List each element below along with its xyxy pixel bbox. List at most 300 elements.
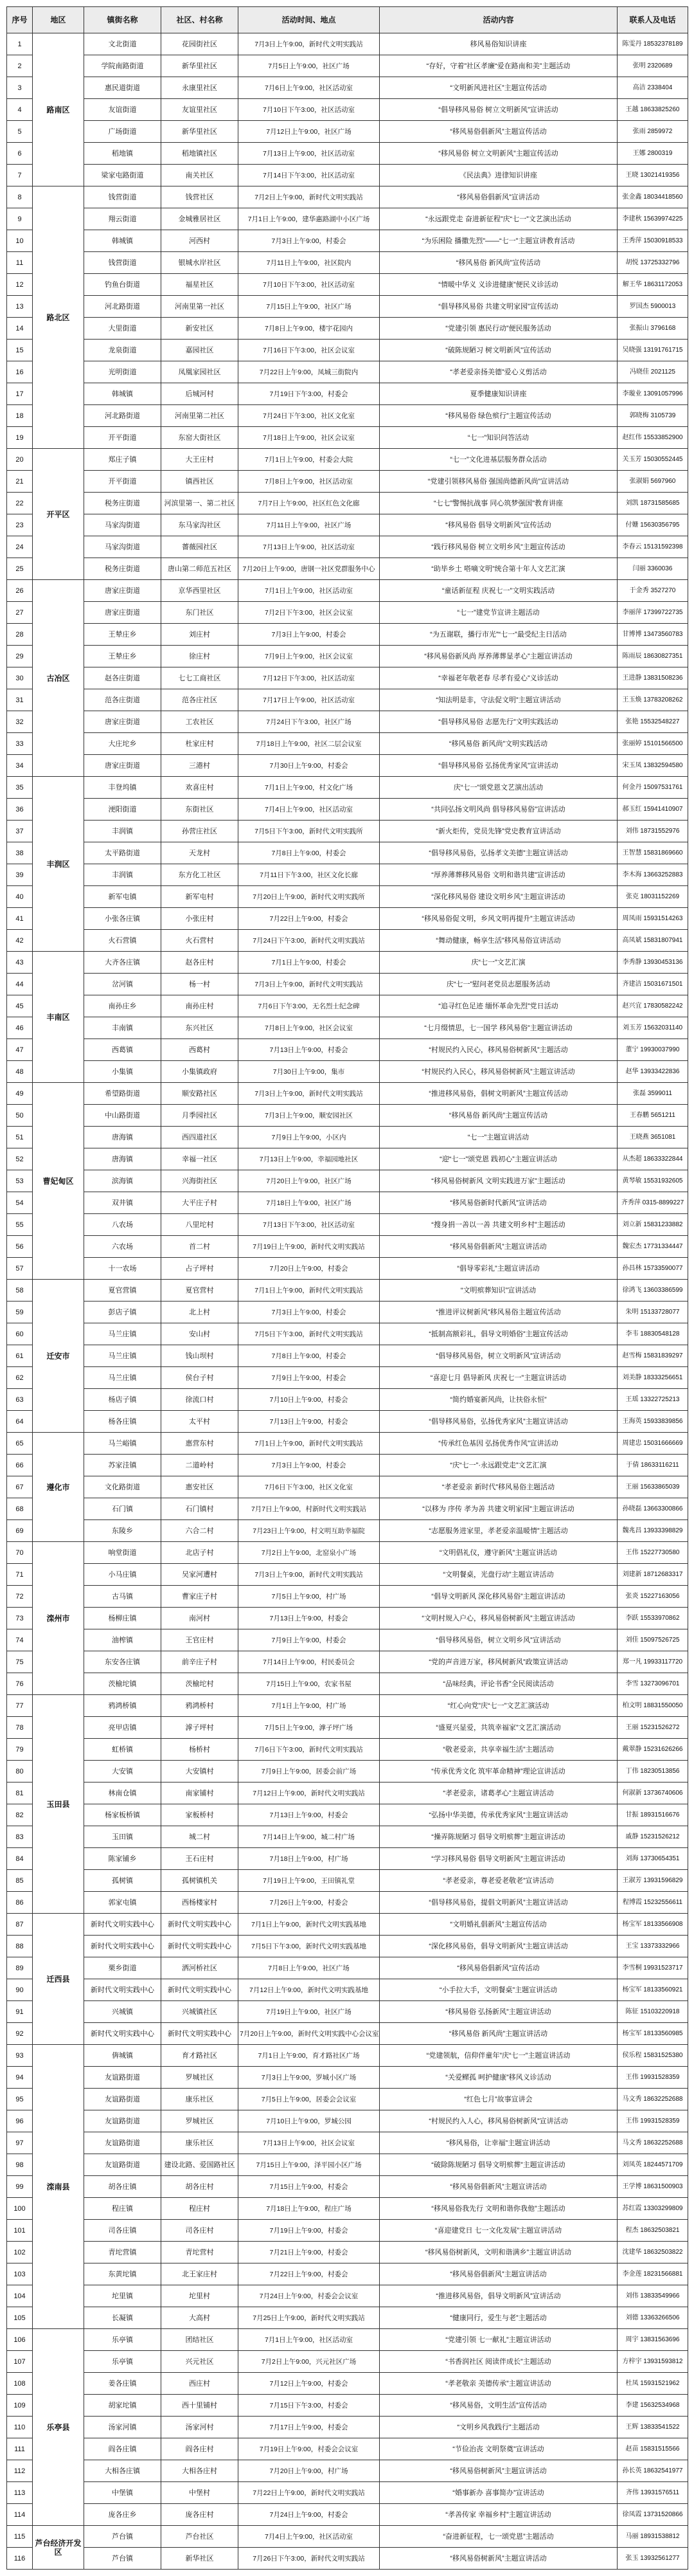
- cell-time-place: 7月19日上午9:00，王田镇礼堂: [238, 1870, 380, 1892]
- table-row: [7, 2220, 688, 2242]
- cell-town: 梁家屯路街道: [84, 165, 161, 186]
- cell-community: 东马家沟社区: [161, 514, 238, 536]
- cell-town: 苏家洼镇: [84, 1455, 161, 1476]
- cell-town: 友谊路街道: [84, 2089, 161, 2110]
- cell-community: 惠营东村: [161, 1433, 238, 1455]
- cell-activity: “存好，守着”社区孝廉“爱在路南和美”主题活动: [380, 55, 618, 77]
- cell-contact: 闫丽 3360036: [618, 558, 688, 580]
- cell-community: 首二村: [161, 1236, 238, 1258]
- cell-contact: 胡悦 13725332796: [618, 252, 688, 274]
- cell-number: 68: [7, 1498, 33, 1520]
- cell-time-place: 7月3日上午9:00，村委会: [238, 230, 380, 252]
- cell-number: 22: [7, 493, 33, 514]
- cell-community: 花园街社区: [161, 33, 238, 55]
- cell-contact: 王辉 13833541522: [618, 2417, 688, 2438]
- cell-time-place: 7月14日上午9:00，村民委员会: [238, 1651, 380, 1673]
- cell-community: 北上村: [161, 1302, 238, 1323]
- cell-activity: “婚事新办 喜事简办”宣讲活动: [380, 2482, 618, 2504]
- cell-contact: 郝玉红 15941410907: [618, 799, 688, 821]
- table-row: [7, 1455, 688, 1476]
- cell-number: 12: [7, 274, 33, 296]
- cell-town: 长凝镇: [84, 2307, 161, 2329]
- cell-number: 38: [7, 842, 33, 864]
- cell-community: 鸦鸿桥村: [161, 1695, 238, 1717]
- cell-number: 111: [7, 2438, 33, 2460]
- cell-number: 96: [7, 2110, 33, 2132]
- cell-contact: 李建秋 15639974225: [618, 208, 688, 230]
- cell-activity: “移风易俗，文明生活”宣传活动: [380, 2395, 618, 2417]
- cell-community: 城二村: [161, 1826, 238, 1848]
- cell-time-place: 7月8日上午9:00，村委会: [238, 842, 380, 864]
- cell-town: 彭店子镇: [84, 1302, 161, 1323]
- cell-number: 9: [7, 208, 33, 230]
- cell-town: 大安镇: [84, 1761, 161, 1782]
- header-cell-district: 地区: [33, 7, 84, 33]
- cell-town: 古马镇: [84, 1586, 161, 1608]
- table-row: [7, 646, 688, 667]
- cell-number: 11: [7, 252, 33, 274]
- table-row: [7, 1170, 688, 1192]
- cell-contact: 王春鹏 5651211: [618, 1105, 688, 1127]
- table-row: [7, 2176, 688, 2198]
- cell-time-place: 7月13日上午9:00，村委会: [238, 1608, 380, 1629]
- table-row: [7, 1323, 688, 1345]
- cell-town: 马家沟街道: [84, 514, 161, 536]
- table-row: [7, 2023, 688, 2045]
- cell-number: 87: [7, 1914, 33, 1936]
- cell-contact: 王宝 13373332966: [618, 1936, 688, 1957]
- cell-contact: 陈雯丹 18532378189: [618, 33, 688, 55]
- cell-contact: 王晓燕 3651081: [618, 1127, 688, 1148]
- cell-contact: 关玉芳 15030552445: [618, 449, 688, 471]
- cell-activity: “移风易俗倡新风”主题宣讲活动: [380, 1236, 618, 1258]
- cell-contact: 杨宝军 18133560921: [618, 1979, 688, 2001]
- cell-activity: “移风易俗新时代新风”宣讲活动: [380, 1192, 618, 1214]
- cell-town: 王辇庄乡: [84, 624, 161, 646]
- cell-activity: “学习移风易俗 倡导文明新风”主题宣讲活动: [380, 1848, 618, 1870]
- cell-number: 108: [7, 2373, 33, 2395]
- cell-number: 67: [7, 1476, 33, 1498]
- cell-community: 侯台子村: [161, 1367, 238, 1389]
- table-row: [7, 2045, 688, 2067]
- cell-contact: 刘立新 15831233882: [618, 1214, 688, 1236]
- cell-district: 曹妃甸区: [33, 1083, 84, 1280]
- cell-time-place: 7月21日上午9:00，村委会: [238, 2242, 380, 2263]
- cell-number: 6: [7, 143, 33, 165]
- cell-number: 92: [7, 2023, 33, 2045]
- cell-town: 马家沟街道: [84, 536, 161, 558]
- cell-contact: 王丽 15633865039: [618, 1476, 688, 1498]
- cell-time-place: 7月18日上午9:00，社区二层会议室: [238, 733, 380, 755]
- cell-time-place: 7月22日上午9:00，村委会: [238, 2263, 380, 2285]
- table-row: [7, 427, 688, 449]
- cell-number: 78: [7, 1717, 33, 1739]
- cell-number: 113: [7, 2482, 33, 2504]
- cell-town: 钓鱼台街道: [84, 274, 161, 296]
- cell-activity: “红色七月”故事宣讲会: [380, 2089, 618, 2110]
- cell-community: 建设北路、爱国路社区: [161, 2154, 238, 2176]
- cell-contact: 赵兴宜 17830582242: [618, 995, 688, 1017]
- cell-time-place: 7月6日下午3:00，无名烈士纪念碑: [238, 995, 380, 1017]
- cell-number: 63: [7, 1389, 33, 1411]
- cell-time-place: 7月24日下午3:00，社区文化室: [238, 405, 380, 427]
- cell-contact: 王越 18633825260: [618, 99, 688, 121]
- cell-town: 丰登坞镇: [84, 777, 161, 799]
- cell-number: 32: [7, 711, 33, 733]
- cell-activity: “孝善传家 幸福乡村”主题宣讲活动: [380, 2504, 618, 2526]
- cell-town: 钱营街道: [84, 186, 161, 208]
- cell-town: 浭阳街道: [84, 799, 161, 821]
- table-row: [7, 733, 688, 755]
- cell-town: 马兰峪镇: [84, 1433, 161, 1455]
- cell-community: 滹子坪村: [161, 1717, 238, 1739]
- table-row: [7, 755, 688, 777]
- cell-activity: “幸福老年敬老春 尽孝有爱心”义诊活动: [380, 667, 618, 689]
- cell-time-place: 7月24日下午3:00，社区广场: [238, 711, 380, 733]
- cell-town: 大齐各庄镇: [84, 952, 161, 974]
- cell-activity: “舞动健康，畅享生活”移风易俗宣讲活动: [380, 930, 618, 952]
- cell-town: 大里街道: [84, 318, 161, 340]
- cell-contact: 甘博博 13473560783: [618, 624, 688, 646]
- table-row: [7, 864, 688, 886]
- cell-activity: “党建引领移风易俗 强国尚德新风尚”宣讲活动: [380, 471, 618, 493]
- cell-number: 109: [7, 2395, 33, 2417]
- cell-number: 42: [7, 930, 33, 952]
- cell-number: 24: [7, 536, 33, 558]
- cell-number: 45: [7, 995, 33, 1017]
- cell-time-place: 7月3日上午9:00，村委会: [238, 624, 380, 646]
- table-row: [7, 1892, 688, 1914]
- cell-district: 迁西县: [33, 1914, 84, 2045]
- cell-community: 阎各庄村: [161, 2438, 238, 2460]
- cell-town: 光明街道: [84, 361, 161, 383]
- table-row: [7, 1564, 688, 1586]
- cell-community: 西庄村: [161, 2373, 238, 2395]
- cell-town: 中堡镇: [84, 2482, 161, 2504]
- cell-time-place: 7月26日上午9:00，村委会: [238, 1892, 380, 1914]
- cell-number: 49: [7, 1083, 33, 1105]
- cell-time-place: 7月14日下午3:00，社区活动室: [238, 165, 380, 186]
- cell-activity: “操弄陈规陋习 倡导文明殡葬”主题宣讲活动: [380, 1826, 618, 1848]
- cell-contact: 刘凯 18731585685: [618, 493, 688, 514]
- cell-community: 二道岭村: [161, 1455, 238, 1476]
- cell-contact: 王玉焕 13783208262: [618, 689, 688, 711]
- table-row: [7, 1083, 688, 1105]
- cell-activity: “党建领航，信仰伴童年”庆“七一”主题宣讲活动: [380, 2045, 618, 2067]
- cell-time-place: 7月2日下午3:00，社区会议室: [238, 602, 380, 624]
- table-row: [7, 842, 688, 864]
- cell-community: 月季园社区: [161, 1105, 238, 1127]
- cell-district: 路北区: [33, 186, 84, 449]
- cell-time-place: 7月19日上午9:00，村委会会议室: [238, 2438, 380, 2460]
- table-row: [7, 2395, 688, 2417]
- cell-number: 76: [7, 1673, 33, 1695]
- cell-contact: 刘凤英 18244571709: [618, 2154, 688, 2176]
- cell-town: 唐家庄街道: [84, 755, 161, 777]
- cell-time-place: 7月5日下午3:00，新时代文明实践所: [238, 821, 380, 842]
- cell-number: 5: [7, 121, 33, 143]
- cell-time-place: 7月3日上午9:00，村委会: [238, 1455, 380, 1476]
- cell-community: 程庄村: [161, 2198, 238, 2220]
- cell-contact: 王瑶 13322725213: [618, 1389, 688, 1411]
- cell-time-place: 7月6日下午3:00，新时代文明实践站: [238, 1739, 380, 1761]
- cell-community: 王石庄村: [161, 1848, 238, 1870]
- cell-contact: 李跃 15533970862: [618, 1608, 688, 1629]
- table-row: [7, 1826, 688, 1848]
- cell-activity: “移风易俗 绿色殡行”主题宣传活动: [380, 405, 618, 427]
- cell-town: 马兰庄镇: [84, 1345, 161, 1367]
- cell-town: 鸦鸿桥镇: [84, 1695, 161, 1717]
- cell-community: 刘庄村: [161, 624, 238, 646]
- cell-contact: 甘振 18931516676: [618, 1804, 688, 1826]
- table-row: [7, 799, 688, 821]
- cell-community: 南家铺村: [161, 1782, 238, 1804]
- cell-community: 司各庄村: [161, 2220, 238, 2242]
- cell-community: 团结社区: [161, 2329, 238, 2351]
- cell-activity: “移风易俗 新风尚”宣传活动: [380, 252, 618, 274]
- table-row: [7, 1214, 688, 1236]
- cell-activity: “搜身捐一善以一善 共建文明乡村”主题活动: [380, 1214, 618, 1236]
- cell-activity: “盛夏兴显爱，共筑幸福家”文艺汇演活动: [380, 1717, 618, 1739]
- table-row: [7, 514, 688, 536]
- cell-time-place: 7月22日上午9:00，新时代文明实践站: [238, 2482, 380, 2504]
- table-row: [7, 1695, 688, 1717]
- cell-contact: 丁伟 18230513856: [618, 1761, 688, 1782]
- cell-community: 夏官营村: [161, 1280, 238, 1302]
- cell-town: 文北街道: [84, 33, 161, 55]
- cell-activity: 庆“七一”颂党恩文艺演出活动: [380, 777, 618, 799]
- cell-town: 开平街道: [84, 471, 161, 493]
- table-row: [7, 1717, 688, 1739]
- cell-number: 44: [7, 974, 33, 995]
- cell-time-place: 7月5日下午3:00，新时代文明实践基地: [238, 1936, 380, 1957]
- cell-contact: 付姗 15630356795: [618, 514, 688, 536]
- cell-contact: 高凤斌 15831807941: [618, 930, 688, 952]
- cell-contact: 齐伟 13931576511: [618, 2482, 688, 2504]
- cell-community: 罗城社区: [161, 2067, 238, 2089]
- cell-time-place: 7月1日上午9:00，社区活动室: [238, 2329, 380, 2351]
- cell-time-place: 7月13日上午9:00，村委会: [238, 1804, 380, 1826]
- cell-contact: 戴翠静 15231626266: [618, 1739, 688, 1761]
- cell-contact: 张艳 15532548227: [618, 711, 688, 733]
- table-row: [7, 165, 688, 186]
- table-row: [7, 1192, 688, 1214]
- cell-activity: “文明婚礼倡新风”主题宣传活动: [380, 1914, 618, 1936]
- cell-town: 芦台镇: [84, 2548, 161, 2570]
- cell-town: 稻地镇: [84, 143, 161, 165]
- table-row: [7, 777, 688, 799]
- cell-activity: “文明新风进社区”主题宣传活动: [380, 77, 618, 99]
- cell-town: 芦台镇: [84, 2526, 161, 2548]
- cell-activity: “移风易俗树新风，文明和谐满乡”主题宣讲活动: [380, 2242, 618, 2263]
- table-row: [7, 2329, 688, 2351]
- cell-contact: 张炎 15227163056: [618, 1586, 688, 1608]
- table-row: [7, 1739, 688, 1761]
- table-row: [7, 1848, 688, 1870]
- cell-community: 后城河村: [161, 383, 238, 405]
- cell-contact: 冯晓佳 2021125: [618, 361, 688, 383]
- cell-contact: 王进静 13831508236: [618, 667, 688, 689]
- cell-activity: “为乐困险 播撒先烈”——“七一”主题宣讲教育活动: [380, 230, 618, 252]
- cell-time-place: 7月23日上午9:00，村文明互助幸福院: [238, 1520, 380, 1542]
- cell-contact: 朱明 15133728077: [618, 1302, 688, 1323]
- cell-contact: 王智慧 15831869660: [618, 842, 688, 864]
- cell-time-place: 7月15日上午9:00，农家书屋: [238, 1673, 380, 1695]
- table-row: [7, 55, 688, 77]
- table-row: [7, 405, 688, 427]
- cell-contact: 李韦 18830548128: [618, 1323, 688, 1345]
- cell-number: 54: [7, 1192, 33, 1214]
- cell-community: 前辛庄子村: [161, 1651, 238, 1673]
- cell-town: 中山路街道: [84, 1105, 161, 1127]
- cell-community: 南河村: [161, 1608, 238, 1629]
- cell-contact: 赵雪梅 15831839297: [618, 1345, 688, 1367]
- cell-contact: 刘德 13363266506: [618, 2307, 688, 2329]
- cell-number: 53: [7, 1170, 33, 1192]
- cell-activity: “移风易俗倡新风”主题宣传活动: [380, 121, 618, 143]
- cell-number: 69: [7, 1520, 33, 1542]
- table-row: [7, 77, 688, 99]
- cell-number: 114: [7, 2504, 33, 2526]
- cell-contact: 马文秀 18632252688: [618, 2089, 688, 2110]
- cell-town: 杨家板桥镇: [84, 1804, 161, 1826]
- cell-community: 芦台社区: [161, 2526, 238, 2548]
- table-row: [7, 2285, 688, 2307]
- cell-contact: 李金莲 18231566881: [618, 2263, 688, 2285]
- cell-time-place: 7月18日上午9:00，社区会议室: [238, 427, 380, 449]
- cell-community: 凤凰家园社区: [161, 361, 238, 383]
- cell-contact: 李木海 13663252883: [618, 864, 688, 886]
- cell-community: 新时代文明实践中心: [161, 1936, 238, 1957]
- cell-activity: “移风易俗倡新风”主题宣讲活动: [380, 2176, 618, 2198]
- table-row: [7, 1061, 688, 1083]
- cell-community: 茨榆坨村: [161, 1673, 238, 1695]
- cell-number: 8: [7, 186, 33, 208]
- cell-time-place: 7月17日上午9:00，社区活动室: [238, 689, 380, 711]
- cell-number: 82: [7, 1804, 33, 1826]
- cell-community: 河南里第二社区: [161, 405, 238, 427]
- cell-time-place: 7月5日上午9:00，社区广场: [238, 55, 380, 77]
- cell-number: 61: [7, 1345, 33, 1367]
- table-row: [7, 471, 688, 493]
- cell-time-place: 7月9日上午9:00，居委会前广场: [238, 1761, 380, 1782]
- cell-activity: “推进评议树新风”移风易俗主题宣传活动: [380, 1302, 618, 1323]
- cell-contact: 于金秀 3527270: [618, 580, 688, 602]
- cell-community: 惠安社区: [161, 1476, 238, 1498]
- cell-activity: “新火炬传，党员先锋”党史教育宣讲活动: [380, 821, 618, 842]
- table-row: [7, 2132, 688, 2154]
- cell-activity: “移风易俗倡新风”宣讲活动: [380, 186, 618, 208]
- table-row: [7, 99, 688, 121]
- table-row: [7, 711, 688, 733]
- cell-number: 72: [7, 1586, 33, 1608]
- table-row: [7, 274, 688, 296]
- cell-community: 杨一村: [161, 974, 238, 995]
- cell-number: 36: [7, 799, 33, 821]
- cell-activity: “孝老爱亲扬美德”爱心义剪活动: [380, 361, 618, 383]
- table-row: [7, 1039, 688, 1061]
- cell-number: 15: [7, 340, 33, 361]
- cell-time-place: 7月24日上午9:00，村委会: [238, 2504, 380, 2526]
- cell-contact: 赵苗 15831515566: [618, 2438, 688, 2460]
- cell-community: 新安社区: [161, 318, 238, 340]
- cell-time-place: 7月19日下午3:00，村委会: [238, 383, 380, 405]
- cell-time-place: 7月16日下午3:00，社区会议室: [238, 340, 380, 361]
- cell-time-place: 7月2日上午9:00，兴元社区广场: [238, 2351, 380, 2373]
- table-row: [7, 208, 688, 230]
- cell-number: 85: [7, 1870, 33, 1892]
- cell-town: 友谊路街道: [84, 2067, 161, 2089]
- cell-contact: 李雪桐 19931523717: [618, 1957, 688, 1979]
- cell-activity: “简约婚宴新风尚，让扶俗永恒”: [380, 1389, 618, 1411]
- cell-district: 丰南区: [33, 952, 84, 1083]
- cell-time-place: 7月3日上午9:00，新时代文明实践站: [238, 1083, 380, 1105]
- cell-town: 惠民道街道: [84, 77, 161, 99]
- cell-activity: “七一”建党节宣讲主题活动: [380, 602, 618, 624]
- cell-community: 南关社区: [161, 165, 238, 186]
- table-row: [7, 2504, 688, 2526]
- cell-contact: 李建 15632534968: [618, 2395, 688, 2417]
- cell-time-place: 7月20日上午9:00，社区广场: [238, 1170, 380, 1192]
- cell-district: 迁安市: [33, 1280, 84, 1433]
- cell-community: 河滨里第一、第二社区: [161, 493, 238, 514]
- cell-contact: 王晓 13021419356: [618, 165, 688, 186]
- cell-number: 88: [7, 1936, 33, 1957]
- cell-town: 丰润镇: [84, 821, 161, 842]
- cell-activity: “倡导移风易俗 共建文明家园”宣传活动: [380, 296, 618, 318]
- cell-town: 虹桥镇: [84, 1739, 161, 1761]
- cell-town: 新时代文明实践中心: [84, 2023, 161, 2045]
- cell-number: 64: [7, 1411, 33, 1433]
- cell-activity: “移风易俗 树立文明新风”主题宣传活动: [380, 143, 618, 165]
- cell-contact: 罗国杰 5900013: [618, 296, 688, 318]
- table-row: [7, 2242, 688, 2263]
- cell-contact: 王淑芳 13931596829: [618, 1870, 688, 1892]
- cell-town: 钱营街道: [84, 252, 161, 274]
- cell-town: 阎各庄镇: [84, 2438, 161, 2460]
- cell-town: 响堂街道: [84, 1542, 161, 1564]
- cell-contact: 魏宏杰 17731334447: [618, 1236, 688, 1258]
- cell-contact: 魏兆昌 13933398829: [618, 1520, 688, 1542]
- cell-number: 40: [7, 886, 33, 908]
- cell-contact: 吴晓强 13191761715: [618, 340, 688, 361]
- cell-town: 胡家坨镇: [84, 2395, 161, 2417]
- cell-time-place: 7月13日上午9:00，村委会: [238, 1411, 380, 1433]
- cell-activity: “移风易俗 新风尚”主题宣传活动: [380, 1105, 618, 1127]
- table-row: [7, 2110, 688, 2132]
- cell-community: 钱营社区: [161, 186, 238, 208]
- cell-number: 50: [7, 1105, 33, 1127]
- cell-activity: “深化移风易俗 建设文明乡风”主题宣讲活动: [380, 886, 618, 908]
- cell-number: 95: [7, 2089, 33, 2110]
- table-row: [7, 689, 688, 711]
- table-row: [7, 558, 688, 580]
- cell-town: 税务庄街道: [84, 558, 161, 580]
- cell-time-place: 7月1日上午9:00，育才路社区广场: [238, 2045, 380, 2067]
- cell-district: 古冶区: [33, 580, 84, 777]
- cell-contact: 孙昌林 15733590077: [618, 1258, 688, 1280]
- table-row: [7, 2154, 688, 2176]
- cell-number: 74: [7, 1629, 33, 1651]
- table-row: [7, 580, 688, 602]
- cell-time-place: 7月25日上午9:00，新时代文明实践站: [238, 2307, 380, 2329]
- cell-activity: “节俭治丧 文明祭奠”宣讲活动: [380, 2438, 618, 2460]
- cell-activity: “推进移风易俗，倡导文明新风”宣讲活动: [380, 2285, 618, 2307]
- cell-community: 东街社区: [161, 799, 238, 821]
- cell-time-place: 7月4日上午9:00，社区活动室: [238, 2526, 380, 2548]
- cell-community: 新军屯村: [161, 886, 238, 908]
- cell-time-place: 7月3日上午9:00，新时代文明实践站: [238, 33, 380, 55]
